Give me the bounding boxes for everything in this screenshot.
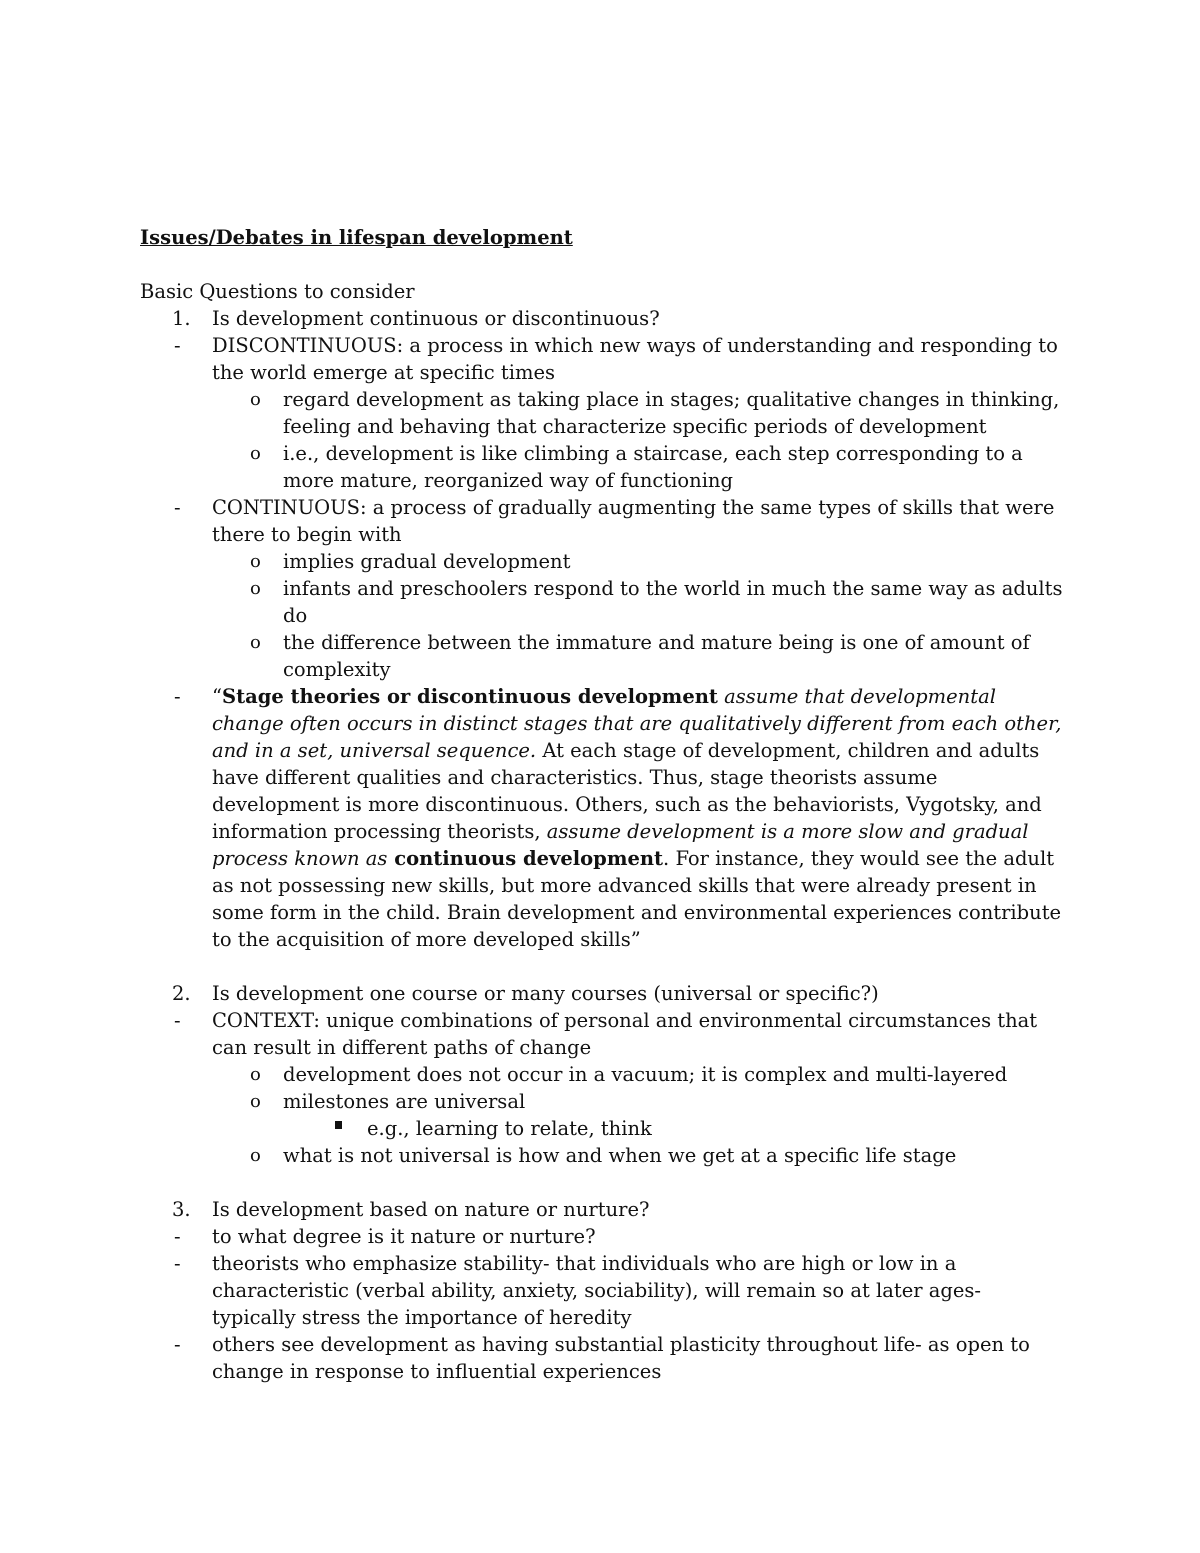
- subpoint: [140, 1061, 1070, 1088]
- circle-marker: o: [250, 1064, 261, 1085]
- circle-marker: o: [250, 551, 261, 572]
- intro-text: Basic Questions to consider: [140, 280, 415, 303]
- bullet-point: [140, 1250, 1070, 1331]
- question-text: Is development based on nature or nurture?: [212, 1198, 650, 1221]
- subpoint: [140, 440, 1070, 494]
- subpoint: [140, 386, 1070, 440]
- quote-italic-1: assume that developmental change often occurs in distinct stages that are qualitatively different from each other, and in a set, universal sequence.: [212, 685, 1062, 762]
- quote-open: “: [212, 685, 222, 708]
- subpoint: [140, 548, 1070, 575]
- spacer: [140, 1169, 1070, 1196]
- subpoint-text: milestones are universal: [283, 1090, 526, 1113]
- subpoint-text: infants and preschoolers respond to the world in much the same way as adults do: [283, 577, 1063, 627]
- bullet-context: [140, 1007, 1070, 1061]
- circle-marker: o: [250, 443, 261, 464]
- dash-marker: -: [174, 1252, 181, 1275]
- circle-marker: o: [250, 578, 261, 599]
- bullet-text: others see development as having substantial plasticity throughout life- as open to change in response to influential experiences: [212, 1333, 1030, 1383]
- subpoint-text: regard development as taking place in stages; qualitative changes in thinking, feeling and behaving that characterize specific periods of development: [283, 388, 1060, 438]
- bullet-text: CONTEXT: unique combinations of personal and environmental circumstances that can result in different paths of change: [212, 1009, 1038, 1059]
- subpoint-text: the difference between the immature and mature being is one of amount of complexity: [283, 631, 1030, 681]
- subpoint: [140, 575, 1070, 629]
- list-number: 1.: [172, 307, 191, 330]
- circle-marker: o: [250, 1091, 261, 1112]
- circle-marker: o: [250, 1145, 261, 1166]
- bullet-quote: [140, 683, 1070, 953]
- dash-marker: -: [174, 1225, 181, 1248]
- subpoint-text: implies gradual development: [283, 550, 571, 573]
- bullet-point: [140, 1223, 1070, 1250]
- circle-marker: o: [250, 632, 261, 653]
- sub-subpoint-text: e.g., learning to relate, think: [367, 1117, 652, 1140]
- quote-bold-term-2: continuous development: [387, 847, 664, 870]
- bullet-text: theorists who emphasize stability- that individuals who are high or low in a characteristic (verbal ability, anxiety, sociability), will remain so at later ages- typically stress the importance of heredity: [212, 1252, 981, 1329]
- dash-marker: -: [174, 1333, 181, 1356]
- bullet-continuous: [140, 494, 1070, 548]
- subpoint-text: i.e., development is like climbing a staircase, each step corresponding to a more mature, reorganized way of functioning: [283, 442, 1023, 492]
- quote-plain-1: At each stage of development, children and adults have different qualities and characteristics. Thus, stage theorists assume development is more discontinuous. Others, such as the behaviorists, Vygotsky, and information processing theorists,: [212, 739, 1042, 843]
- dash-marker: -: [174, 1009, 181, 1032]
- square-bullet-icon: [335, 1121, 342, 1129]
- subpoint: [140, 629, 1070, 683]
- document-body: [140, 278, 1070, 1385]
- dash-marker: -: [174, 496, 181, 519]
- list-number: 3.: [172, 1198, 191, 1221]
- question-text: Is development continuous or discontinuous?: [212, 307, 660, 330]
- list-number: 2.: [172, 982, 191, 1005]
- question-3: [140, 1196, 1070, 1223]
- bullet-text: to what degree is it nature or nurture?: [212, 1225, 596, 1248]
- bullet-discontinuous: [140, 332, 1070, 386]
- dash-marker: -: [174, 685, 181, 708]
- page-title: Issues/Debates in lifespan development: [140, 226, 573, 249]
- subpoint: [140, 1088, 1070, 1115]
- subpoint-text: development does not occur in a vacuum; it is complex and multi-layered: [283, 1063, 1008, 1086]
- circle-marker: o: [250, 389, 261, 410]
- bullet-point: [140, 1331, 1070, 1385]
- quote-bold-term-1: Stage theories or discontinuous development: [221, 685, 718, 708]
- question-2: [140, 980, 1070, 1007]
- quote-plain-2: . For instance, they would see the adult as not possessing new skills, but more advanced skills that were already present in some form in the child. Brain development and environmental experiences contribute to the acquisition of more developed skills”: [212, 847, 1062, 951]
- subpoint-text: what is not universal is how and when we get at a specific life stage: [283, 1144, 957, 1167]
- bullet-text: CONTINUOUS: a process of gradually augmenting the same types of skills that were there to begin with: [212, 496, 1055, 546]
- subpoint: [140, 1142, 1070, 1169]
- dash-marker: -: [174, 334, 181, 357]
- spacer: [140, 953, 1070, 980]
- sub-subpoint: [140, 1115, 1070, 1142]
- question-text: Is development one course or many courses (universal or specific?): [212, 982, 879, 1005]
- quote-italic-2: assume development is a more slow and gradual process known as: [212, 820, 1029, 870]
- bullet-text: DISCONTINUOUS: a process in which new ways of understanding and responding to the world emerge at specific times: [212, 334, 1058, 384]
- question-1: [140, 305, 1070, 332]
